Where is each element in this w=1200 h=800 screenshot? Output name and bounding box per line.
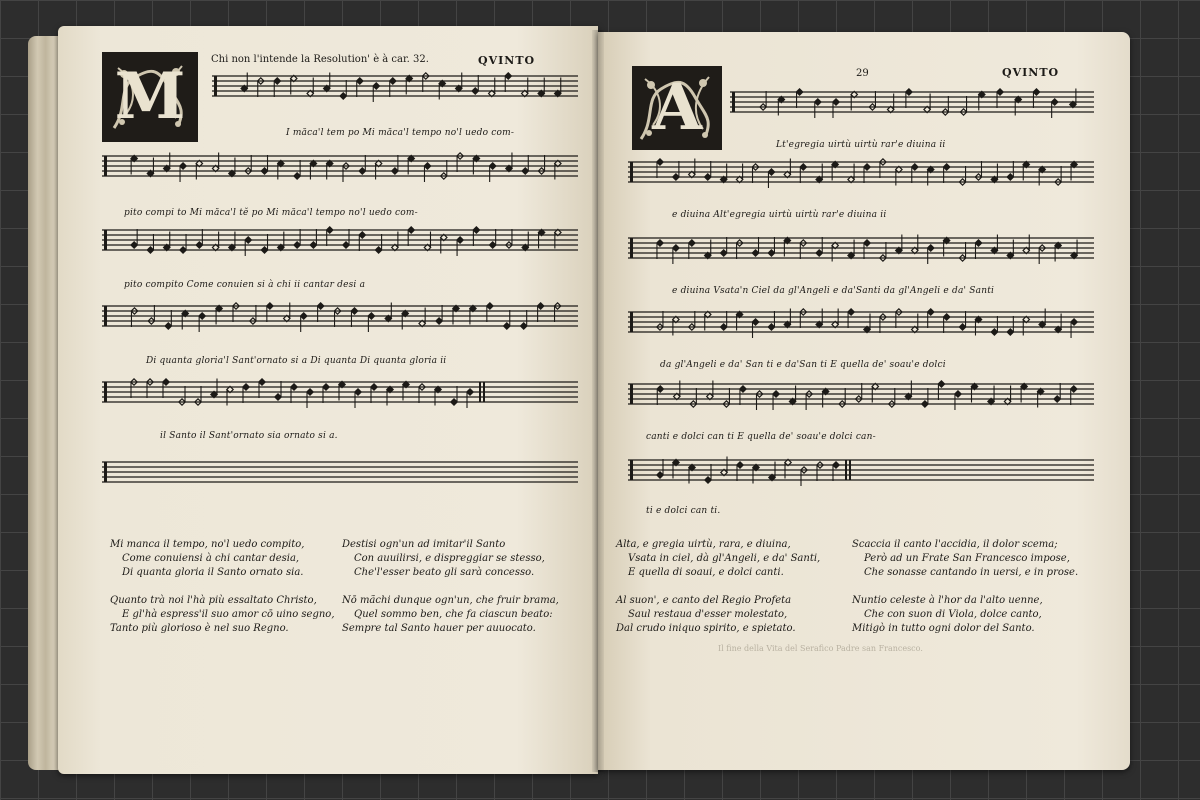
poem-spacer	[342, 580, 559, 594]
poem-line: Alta, e gregia uirtù, rara, e diuina,	[616, 539, 791, 550]
poem-line: Sempre tal Santo hauer per auuocato.	[342, 623, 536, 634]
poem-line: Dal crudo iniquo spirito, e spietato.	[616, 623, 796, 634]
voice-label: QVINTO	[1002, 66, 1060, 79]
initial-letter: M	[114, 59, 186, 134]
lyric-line: ti e dolci can ti.	[646, 506, 721, 516]
decorated-initial-a	[632, 66, 722, 150]
poem-line: Tanto più glorioso è nel suo Regno.	[110, 623, 289, 634]
voice-label: QVINTO	[478, 54, 536, 67]
poem-line: Al suon', e canto del Regio Profeta	[616, 595, 792, 606]
music-staff	[628, 152, 1094, 196]
music-staff	[730, 82, 1094, 126]
poem-line: Come conuiensi à chi cantar desia,	[122, 553, 300, 564]
poem-line: Nuntio celeste à l'hor da l'alto uenne,	[852, 595, 1043, 606]
music-staff	[102, 372, 578, 416]
music-staff	[102, 296, 578, 340]
lyric-line: e diuina Alt'egregia uirtù uirtù rar'e diuina ii	[672, 210, 887, 220]
lyric-line: pito compi to Mi măca'l tĕ po Mi măca'l tempo no'l uedo com-	[124, 208, 418, 218]
music-staff	[212, 66, 578, 110]
poem-spacer	[852, 580, 1078, 594]
initial-letter: A	[652, 70, 702, 145]
lyric-line: e diuina Vsata'n Ciel da gl'Angeli e da'Santi da gl'Angeli e da' Santi	[672, 286, 995, 296]
poem-line: Con auuilirsi, e dispreggiar se stesso,	[354, 553, 545, 564]
poem-line: Però ad un Frate San Francesco impose,	[864, 553, 1070, 564]
page-number: 29	[856, 68, 869, 79]
poem-line: Mitigò in tutto ogni dolor del Santo.	[852, 623, 1035, 634]
poem-spacer	[616, 580, 820, 594]
poem-column-2	[852, 538, 1078, 636]
poem-line: Vsata in ciel, dà gl'Angeli, e da' Santi,	[628, 553, 821, 564]
resolution-header: Chi non l'intende la Resolution' è à car. 32.	[211, 54, 429, 65]
lyric-line: canti e dolci can ti E quella de' soau'e dolci can-	[646, 432, 876, 442]
poem-spacer	[110, 580, 335, 594]
poem-line: Che'l'esser beato gli sarà concesso.	[354, 567, 535, 578]
poem-line: Che con suon di Viola, dolce canto,	[864, 609, 1042, 620]
lyric-line: Lt'egregia uirtù uirtù rar'e diuina ii	[776, 140, 946, 150]
poem-line: E gl'hà espress'il suo amor cō uino segno,	[122, 609, 335, 620]
decorated-initial-m	[102, 52, 198, 142]
music-staff	[628, 374, 1094, 418]
poem-column-1	[110, 538, 335, 636]
poem-column-1	[616, 538, 820, 636]
poem-line: Quel sommo ben, che fa ciascun beato:	[354, 609, 553, 620]
book-gutter	[592, 30, 604, 772]
bleed-through-text: Il fine della Vita del Serafico Padre san Francesco.	[718, 644, 923, 653]
lyric-line: il Santo il Sant'ornato sia ornato si a.	[160, 431, 338, 441]
lyric-line: da gl'Angeli e da' San ti e da'San ti E quella de' soau'e dolci	[660, 360, 946, 370]
music-staff	[102, 220, 578, 264]
right-page	[598, 32, 1130, 770]
page-edges	[28, 36, 60, 770]
music-staff	[628, 302, 1094, 346]
music-staff	[628, 228, 1094, 272]
poem-line: Di quanta gloria il Santo ornato sia.	[122, 567, 304, 578]
left-page	[58, 26, 598, 774]
poem-line: Che sonasse cantando in uersi, e in prose.	[864, 567, 1079, 578]
poem-line: Nō mãchi dunque ogn'un, che fruir brama,	[342, 595, 559, 606]
lyric-line: I măca'l tem po Mi măca'l tempo no'l uedo com-	[286, 128, 515, 138]
poem-line: Saul restaua d'esser molestato,	[628, 609, 788, 620]
poem-line: Destisi ogn'un ad imitar'il Santo	[342, 539, 506, 550]
poem-line: Scaccia il canto l'accidia, il dolor scema;	[852, 539, 1058, 550]
music-staff	[102, 452, 578, 496]
lyric-line: pito compito Come conuien si à chi ii cantar desi a	[124, 280, 366, 290]
music-staff	[628, 450, 1094, 494]
lyric-line: Di quanta gloria'l Sant'ornato si a Di quanta Di quanta gloria ii	[146, 356, 447, 366]
music-staff	[102, 146, 578, 190]
poem-line: E quella di soaui, e dolci canti.	[628, 567, 784, 578]
poem-line: Mi manca il tempo, no'l uedo compito,	[110, 539, 305, 550]
poem-line: Quanto trà noi l'hà più essaltato Christo,	[110, 595, 317, 606]
poem-column-2	[342, 538, 559, 636]
